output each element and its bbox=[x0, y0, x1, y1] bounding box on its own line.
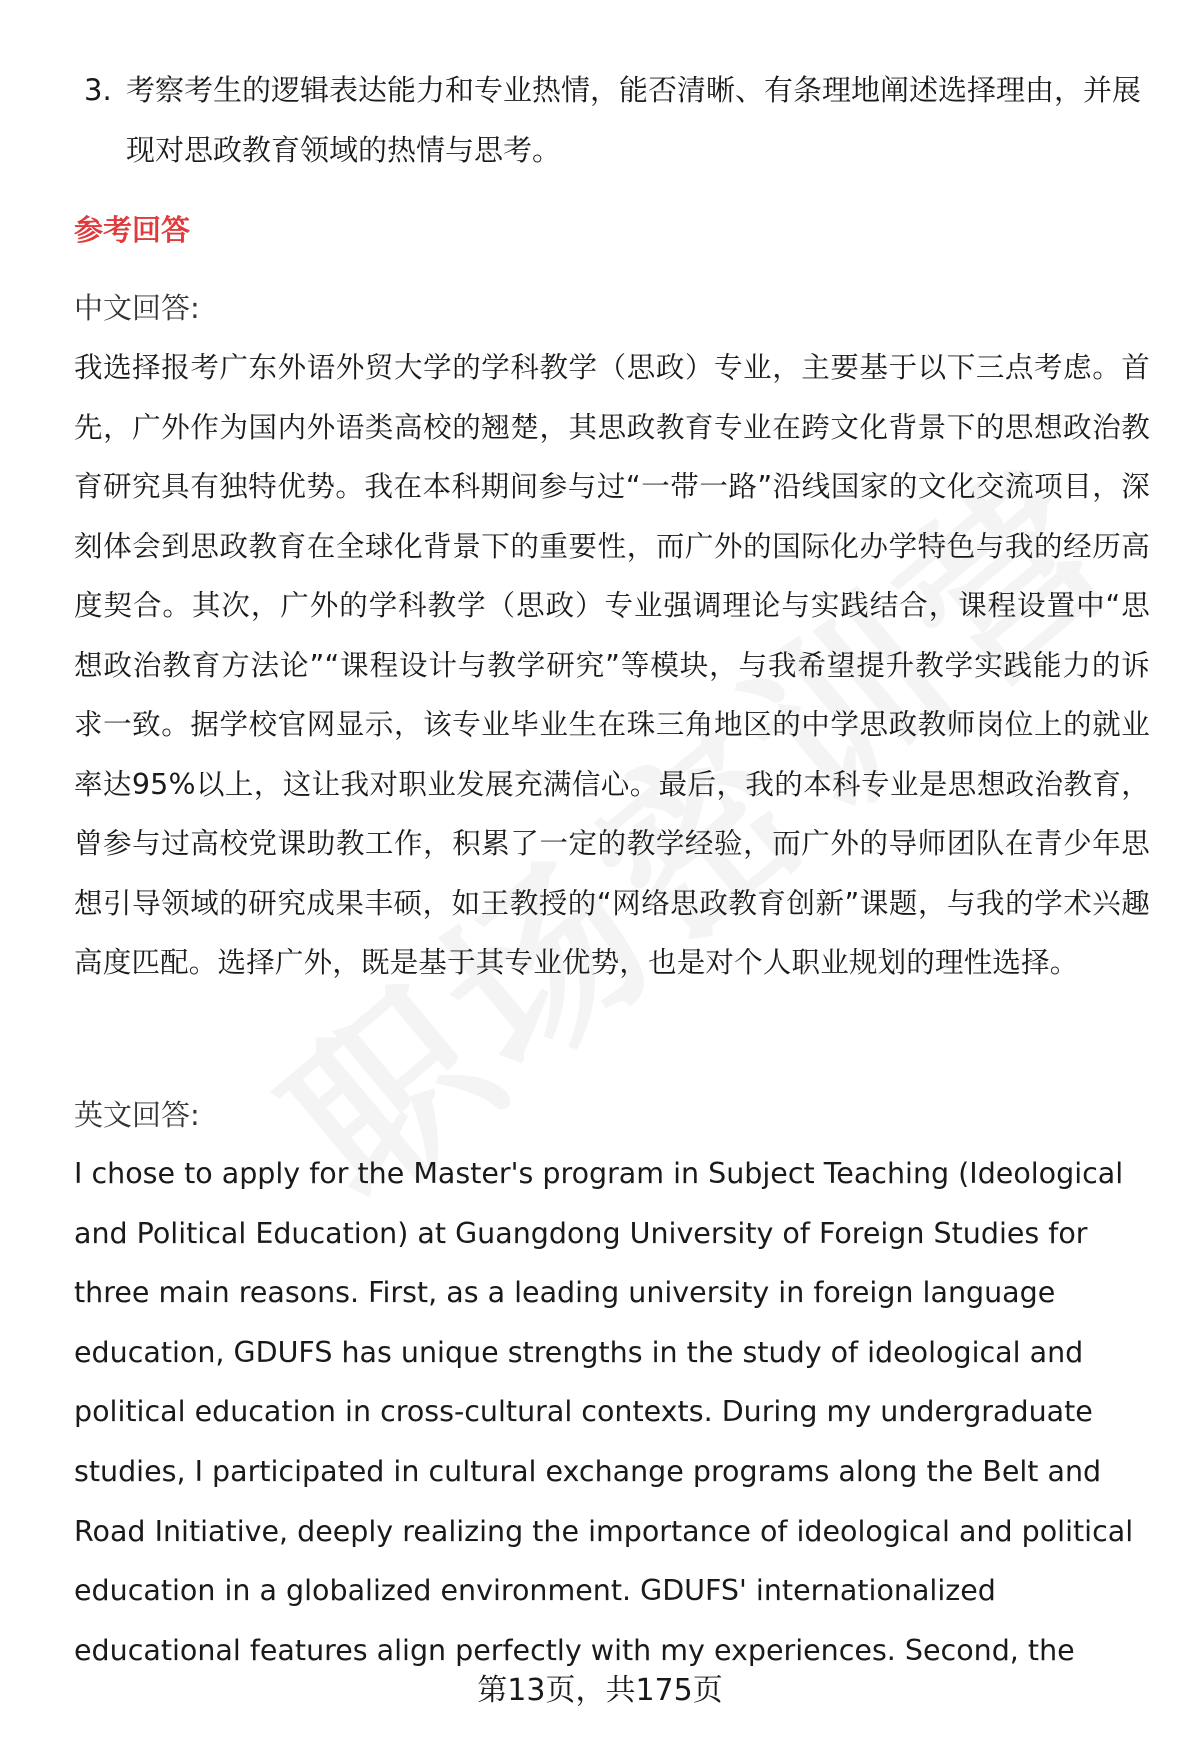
english-answer-paragraph: I chose to apply for the Master's program in Subject Teaching (Ideological and Political Education) at Guangdong University of Foreign Studies for three main reasons. First, as a leading university in foreign language education, GDUFS has unique strengths in the study of ideological and political education in cross-cultural contexts. During my undergraduate studies, I participated in cultural exchange programs along the Belt and Road Initiative, deeply realizing the importance of ideological and political education in a globalized environment. GDUFS' internationalized educational features align perfectly with my experiences. Second, the bbox=[74, 1157, 1134, 1667]
chinese-answer-heading: 中文回答: bbox=[74, 291, 200, 325]
list-item-text: 考察考生的逻辑表达能力和专业热情，能否清晰、有条理地阐述选择理由，并展现对思政教育领域的热情与思考。 bbox=[126, 73, 1142, 167]
chinese-answer-paragraph: 我选择报考广东外语外贸大学的学科教学（思政）专业，主要基于以下三点考虑。首先，广外作为国内外语类高校的翘楚，其思政教育专业在跨文化背景下的思想政治教育研究具有独特优势。我在本科期间参与过“一带一路”沿线国家的文化交流项目，深刻体会到思政教育在全球化背景下的重要性，而广外的国际化办学特色与我的经历高度契合。其次，广外的学科教学（思政）专业强调理论与实践结合，课程设置中“思想政治教育方法论”“课程设计与教学研究”等模块，与我希望提升教学实践能力的诉求一致。据学校官网显示，该专业毕业生在珠三角地区的中学思政教师岗位上的就业率达95%以上，这让我对职业发展充满信心。最后，我的本科专业是思想政治教育，曾参与过高校党课助教工作，积累了一定的教学经验，而广外的导师团队在青少年思想引导领域的研究成果丰硕，如王教授的“网络思政教育创新”课题，与我的学术兴趣高度匹配。选择广外，既是基于其专业优势，也是对个人职业规划的理性选择。 bbox=[74, 351, 1150, 979]
reference-answer-heading: 参考回答 bbox=[74, 213, 191, 247]
page-number-footer: 第13页，共175页 bbox=[477, 1673, 723, 1708]
list-item-number: 3. bbox=[84, 73, 112, 107]
criteria-list-item bbox=[84, 60, 1144, 180]
english-answer-heading: 英文回答: bbox=[74, 1098, 200, 1132]
